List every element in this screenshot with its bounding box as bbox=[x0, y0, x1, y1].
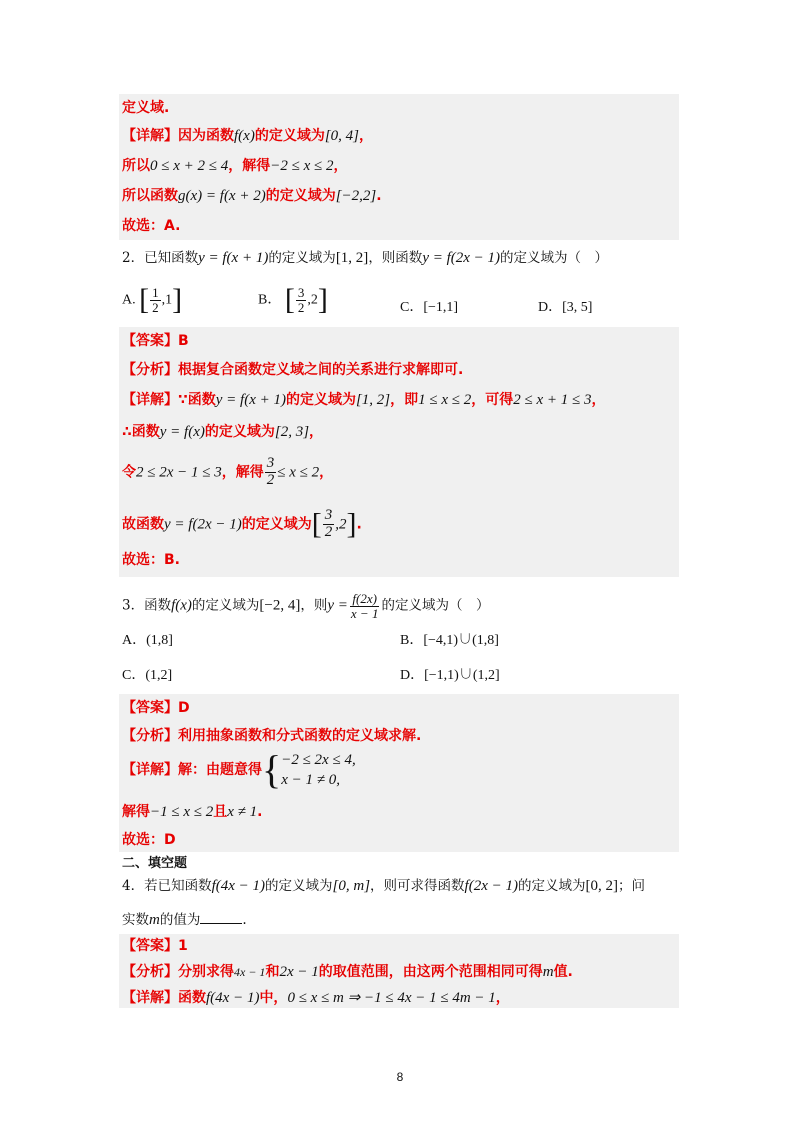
math: 0 ≤ x ≤ m ⇒ −1 ≤ 4x − 1 ≤ 4m − 1 bbox=[287, 990, 496, 1006]
math: y = f(2x − 1) bbox=[422, 250, 501, 266]
math: [2, 3] bbox=[274, 424, 310, 440]
text-line: 故选：A. bbox=[122, 218, 181, 234]
math: y = f(x) bbox=[159, 424, 205, 440]
text: 【详解】因为函数 bbox=[122, 128, 234, 144]
bracket: ] bbox=[317, 283, 328, 317]
option-a bbox=[122, 631, 173, 651]
math: [−1,1] bbox=[423, 300, 459, 315]
option-label: D． bbox=[538, 300, 563, 315]
option-label: D． bbox=[400, 668, 425, 683]
question-stem bbox=[122, 248, 608, 268]
text: ，则函数 bbox=[368, 250, 423, 266]
math: [1, 2] bbox=[355, 392, 391, 408]
option-label: A． bbox=[122, 633, 147, 648]
equation: −2 ≤ 2x ≤ 4, bbox=[281, 752, 356, 768]
math: 4x − 1 bbox=[234, 965, 266, 979]
text: ， bbox=[591, 392, 606, 408]
math: f(4x − 1) bbox=[206, 990, 260, 1006]
math: y = f(2x − 1) bbox=[164, 516, 242, 533]
math: y = f(x + 1) bbox=[215, 392, 286, 408]
option-c bbox=[122, 666, 172, 686]
fraction bbox=[323, 508, 335, 541]
math: (1,8] bbox=[146, 633, 173, 648]
text: 且 bbox=[213, 804, 228, 820]
math: m bbox=[542, 964, 554, 980]
numerator: 3 bbox=[297, 285, 305, 300]
text: . bbox=[376, 188, 382, 204]
fraction bbox=[349, 592, 381, 620]
text-line: 故选：D bbox=[122, 832, 176, 848]
text-line bbox=[122, 456, 333, 489]
text: 的定义域为 bbox=[254, 128, 325, 144]
math: f(x) bbox=[234, 128, 255, 144]
text: ，解得 bbox=[221, 464, 264, 481]
text-line bbox=[122, 390, 606, 410]
question-stem bbox=[122, 876, 645, 896]
math: x ≠ 1 bbox=[227, 804, 258, 820]
text: 的定义域为 bbox=[265, 878, 333, 894]
math: f(x) bbox=[171, 597, 192, 614]
text: 的定义域为 bbox=[241, 516, 312, 533]
answer-line: 【答案】1 bbox=[122, 938, 188, 954]
question-stem bbox=[122, 910, 247, 930]
text: 【详解】函数 bbox=[122, 990, 206, 1006]
text: ， bbox=[309, 424, 324, 440]
math: ,1 bbox=[161, 292, 173, 308]
math: g(x) = f(x + 2) bbox=[178, 188, 266, 204]
text: 2．已知函数 bbox=[122, 250, 199, 266]
text: 的定义域为 bbox=[191, 597, 260, 614]
option-a bbox=[122, 283, 183, 317]
analysis-line: 【分析】根据复合函数定义域之间的关系进行求解即可. bbox=[122, 362, 464, 378]
option-c bbox=[400, 298, 458, 318]
brace: { bbox=[262, 747, 282, 792]
math: [0, m] bbox=[332, 878, 371, 894]
text: 的定义域为 bbox=[285, 392, 356, 408]
math: −1 ≤ x ≤ 2 bbox=[150, 804, 214, 820]
text: 4．若已知函数 bbox=[122, 878, 212, 894]
bracket: [ bbox=[311, 507, 322, 541]
text: . bbox=[257, 804, 263, 820]
text: . bbox=[356, 516, 362, 533]
math: 0 ≤ x + 2 ≤ 4 bbox=[150, 158, 229, 174]
text-line bbox=[122, 508, 362, 541]
denominator: 2 bbox=[324, 523, 333, 540]
fraction bbox=[296, 286, 307, 314]
text: 的取值范围，由这两个范围相同可得 bbox=[318, 964, 543, 980]
option-label: C． bbox=[122, 668, 146, 683]
answer-blank bbox=[200, 911, 242, 924]
numerator: 3 bbox=[266, 455, 275, 471]
text: ，可得 bbox=[471, 392, 514, 408]
text: 所以函数 bbox=[122, 188, 178, 204]
math: 2x − 1 bbox=[279, 964, 319, 980]
denominator: x − 1 bbox=[350, 605, 379, 621]
text-line bbox=[122, 156, 348, 176]
text: 解得 bbox=[122, 804, 150, 820]
option-label: C． bbox=[400, 300, 424, 315]
option-d bbox=[400, 666, 500, 686]
math: [−1,1)∪(1,2] bbox=[424, 668, 500, 683]
text-line bbox=[122, 988, 510, 1008]
text: ，则 bbox=[300, 597, 328, 614]
bracket: ] bbox=[172, 283, 183, 317]
option-b bbox=[400, 631, 499, 651]
text: 【详解】∵函数 bbox=[122, 392, 216, 408]
text: 的定义域为（ ） bbox=[381, 597, 490, 614]
math: [−2,2] bbox=[335, 188, 377, 204]
text: 故函数 bbox=[122, 516, 164, 533]
text: 的定义域为 bbox=[265, 188, 336, 204]
text-line bbox=[122, 186, 382, 206]
math: 2 ≤ x + 1 ≤ 3 bbox=[513, 392, 592, 408]
text-line bbox=[122, 747, 356, 792]
math: y = bbox=[327, 597, 348, 614]
text: 的定义域为（ ） bbox=[500, 250, 609, 266]
fraction bbox=[150, 286, 161, 314]
option-label: A. bbox=[122, 292, 136, 308]
text-line: 故选：B. bbox=[122, 552, 180, 568]
section-heading: 二、填空题 bbox=[122, 856, 188, 871]
math: ,2 bbox=[335, 516, 347, 533]
fraction bbox=[265, 456, 277, 489]
option-label: B． bbox=[400, 633, 424, 648]
page-number: 8 bbox=[396, 1070, 404, 1084]
option-d bbox=[538, 298, 592, 318]
math: 1 ≤ x ≤ 2 bbox=[418, 392, 472, 408]
denominator: 2 bbox=[297, 299, 305, 315]
answer-line: 【答案】B bbox=[122, 333, 189, 349]
option-label: B． bbox=[258, 292, 282, 308]
bracket: ] bbox=[346, 507, 357, 541]
math: ≤ x ≤ 2 bbox=[277, 464, 320, 481]
text: 值. bbox=[553, 964, 573, 980]
math: ,2 bbox=[307, 292, 318, 308]
denominator: 2 bbox=[266, 471, 275, 488]
text: 的值为 bbox=[159, 912, 201, 928]
numerator: f(2x) bbox=[352, 591, 377, 606]
question-stem bbox=[122, 592, 489, 620]
math: y = f(x + 1) bbox=[198, 250, 269, 266]
text: ∴函数 bbox=[122, 424, 160, 440]
analysis-line bbox=[122, 962, 573, 982]
text: 和 bbox=[265, 964, 280, 980]
text: ， bbox=[319, 464, 334, 481]
math: −2 ≤ x ≤ 2 bbox=[270, 158, 334, 174]
equation: x − 1 ≠ 0, bbox=[281, 772, 340, 788]
text: . bbox=[242, 912, 247, 928]
equation-system bbox=[281, 750, 356, 790]
math: 2 ≤ 2x − 1 ≤ 3 bbox=[136, 464, 222, 481]
text: ，解得 bbox=[228, 158, 271, 174]
text-line: 定义域. bbox=[122, 100, 170, 116]
bracket: [ bbox=[139, 283, 150, 317]
text: 3．函数 bbox=[122, 597, 172, 614]
text: 所以 bbox=[122, 158, 150, 174]
math: [0, 2] bbox=[585, 878, 618, 894]
analysis-line: 【分析】利用抽象函数和分式函数的定义域求解. bbox=[122, 728, 422, 744]
text: 中， bbox=[259, 990, 288, 1006]
text: 实数 bbox=[122, 912, 149, 928]
math: [−2, 4] bbox=[259, 597, 301, 614]
math: f(4x − 1) bbox=[211, 878, 266, 894]
text-line bbox=[122, 422, 323, 442]
text-line bbox=[122, 802, 262, 822]
text: 令 bbox=[122, 464, 136, 481]
math: [1, 2] bbox=[335, 250, 369, 266]
denominator: 2 bbox=[152, 299, 159, 315]
math: (1,2] bbox=[145, 668, 173, 683]
text: ， bbox=[495, 990, 510, 1006]
text: 的定义域为 bbox=[517, 878, 586, 894]
numerator: 1 bbox=[152, 285, 159, 300]
math: [0, 4] bbox=[324, 128, 360, 144]
text: 的定义域为 bbox=[268, 250, 336, 266]
math: [3, 5] bbox=[562, 300, 593, 315]
text: ；问 bbox=[617, 878, 645, 894]
bracket: [ bbox=[284, 283, 295, 317]
text: ，即 bbox=[390, 392, 419, 408]
text: 【详解】解：由题意得 bbox=[122, 762, 262, 778]
text: 【分析】分别求得 bbox=[122, 964, 234, 980]
text: ， bbox=[333, 158, 348, 174]
text: 的定义域为 bbox=[204, 424, 275, 440]
answer-line: 【答案】D bbox=[122, 700, 190, 716]
math: [−4,1)∪(1,8] bbox=[423, 633, 499, 648]
option-b bbox=[258, 283, 328, 317]
text-line bbox=[122, 126, 373, 146]
text: ，则可求得函数 bbox=[370, 878, 465, 894]
math: f(2x − 1) bbox=[464, 878, 518, 894]
text: ， bbox=[359, 128, 374, 144]
math: m bbox=[149, 912, 160, 928]
numerator: 3 bbox=[324, 507, 333, 523]
